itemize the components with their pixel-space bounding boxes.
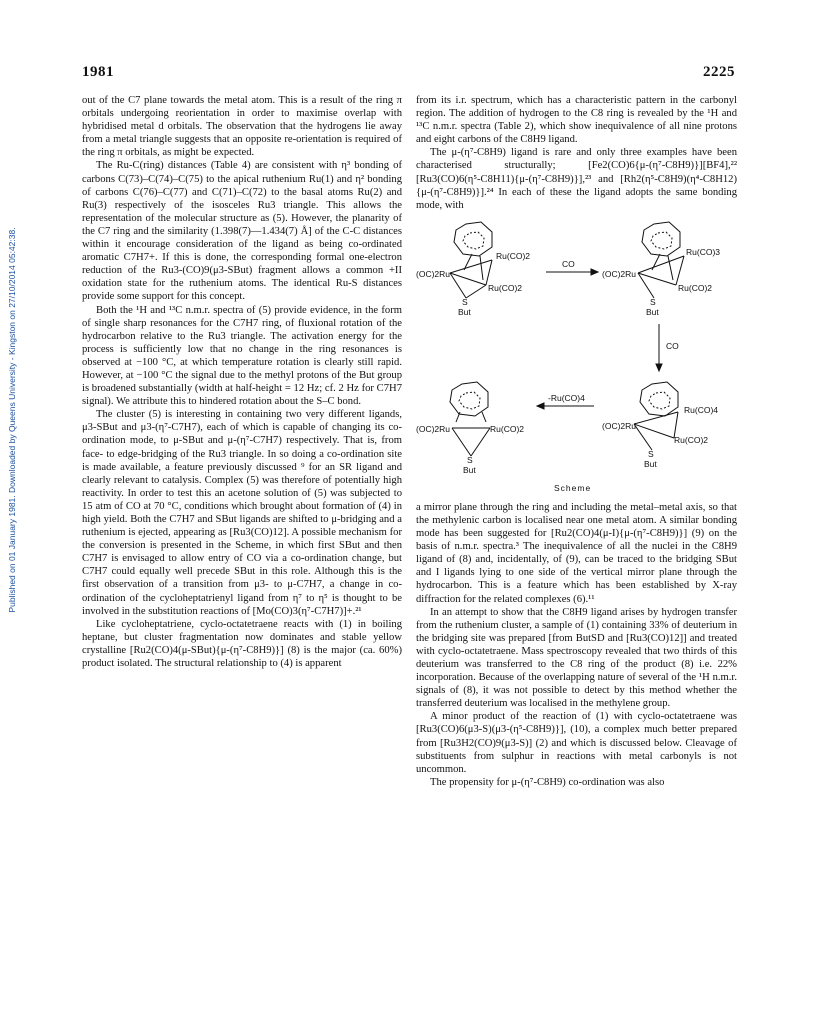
tert-butyl-label: But (463, 464, 476, 475)
oc2ru-label: (OC)2Ru (416, 423, 451, 434)
tert-butyl-label: But (644, 458, 657, 469)
ruco2-label: Ru(CO)2 (674, 434, 709, 445)
right-column (416, 94, 737, 789)
paragraph: In an attempt to show that the C8H9 ligand arises by hydrogen transfer from the ruthenium cluster, a sample of (1) containing 33% of deuterium in the bridging site was prepared [from ButSD and [Ru3(CO)12]] and treated with cyclo-octatetraene. Mass spectroscopy revealed that two thirds of this deuterium was transferred to the C8 ring of the product (8) i.e. 22% incorporation. Because of the overlapping nature of several of the ¹H n.m.r. signals of (8), it was not possible to detect by this method whether the transferred deuterium was localised in the methylene group. (416, 606, 737, 710)
paragraph: The propensity for μ-(η⁷-C8H9) co-ordination was also (430, 776, 665, 788)
paragraph: a mirror plane through the ring and including the metal–metal axis, so that the methylenic carbon is localised near one metal atom. A similar bonding mode has been suggested for [Ru2(CO)4(μ-I){μ-(η⁷-C8H9)}] (9) on the basis of n.m.r. spectra.³ The inequivalence of all the nuclei in the C8H9 ligand of (8) and, incidentally, of (9), can be traced to the bridging SBut and I ligands lying to one side of the vertical mirror plane through the hydrocarbon. This is a feature which has been established by X-ray diffraction for the related complexes (6).¹¹ (416, 501, 737, 605)
reaction-scheme (416, 216, 737, 501)
scheme-caption: Scheme (554, 482, 592, 493)
oc2ru-label: (OC)2Ru (602, 420, 637, 431)
ruco2-label: Ru(CO)2 (678, 282, 713, 293)
paragraph: The Ru-C(ring) distances (Table 4) are consistent with η³ bonding of carbons C(73)–C(74)–C(75) to the apical ruthenium Ru(1) and η² bonding of carbons C(76)–C(77) and C(71)–C(72) to the basal atoms Ru(2) and Ru(3) respectively of the isosceles Ru3 triangle. This allows the representation of the molecular structure as (5). However, the planarity of the C7 ring and the similarity (1.398(7)—1.434(7) Å] of the C-C distances within it encourage consideration of the ligand as being co-ordinated aromatic C7H7+. If this is done, the corresponding formal one-electron reduction of the Ru3-(CO)9(μ3-SBut) fragment allows a common +II oxidation state for the ruthenium atoms. The identical Ru-S distances provide some support for this concept. (82, 160, 402, 303)
ruco2-label: Ru(CO)2 (496, 250, 531, 261)
ruco2-label: Ru(CO)2 (488, 282, 523, 293)
sulfur-label: S (650, 296, 656, 307)
paragraph: out of the C7 plane towards the metal atom. This is a result of the ring π orbitals undergoing reorientation in order to maximise overlap with hybridised metal d orbitals. The observation that the hydrogens lie away from a metal triangle suggests that an opposite re-orientation is required of the ring π orbitals, as might be expected. (82, 95, 402, 159)
page-number: 2225 (703, 64, 735, 80)
paragraph: The cluster (5) is interesting in containing two very different ligands, μ3-SBut and μ3-(η⁷-C7H7), each of which is capable of changing its co-ordination mode, to μ-SBut and μ-(η⁷-C7H7) respectively. That is, from face- to edge-bridging of the Ru3 triangle. In so doing a co-ordination site is made available, a feature previously discussed ⁹ for an SR ligand and clearly relevant to catalysis. Complex (5) was therefore of potentially high reactivity. In order to test this an acetone solution of (5) was subjected to 15 atm of CO at 70 °C, conditions which brought about formation of (4) in high yield. Both the C7H7 and SBut ligands are shifted to μ-bridging and a ruthenium is ejected, appearing as [Ru3(CO)12]. A possible mechanism for the conversion is presented in the Scheme, in which first SBut and then C7H7 is envisaged to allow entry of CO via a co-ordination change, but C7H7 could equally well precede SBut in this role. Although this is the first observation of a transition from μ3- to μ-C7H7, a change in co-ordination of the cycloheptatrienyl ligand from η⁷ to η⁵ is thought to be involved in the substitution reactions of [Mo(CO)3(η⁷-C7H7)]+.²¹ (82, 409, 402, 617)
step-minus-ruco4-label: -Ru(CO)4 (548, 392, 585, 403)
ruco3-label: Ru(CO)3 (686, 246, 721, 257)
paragraph: A minor product of the reaction of (1) with cyclo-octatetraene was [Ru3(CO)6(μ3-S)(μ3-(η⁵-C8H9)}], (10), a complex much better prepared from [Ru3H2(CO)9(μ3-S)] (2) and which is discussed below. Cleavage of substituents from sulphur in reactions with metal carbonyls is not uncommon. (416, 711, 737, 775)
paragraph: from its i.r. spectrum, which has a characteristic pattern in the carbonyl region. The addition of hydrogen to the C8 ring is revealed by the ¹H and ¹³C n.m.r. spectra (Table 2), which show inequivalence of all nine protons and eight carbons of the C8H9 ligand. (416, 95, 737, 146)
sulfur-label: S (467, 454, 473, 465)
step-co-label: CO (562, 258, 575, 269)
ruco4-label: Ru(CO)4 (684, 404, 719, 415)
paragraph: Both the ¹H and ¹³C n.m.r. spectra of (5) provide evidence, in the form of single sharp resonances for the C7H7 ring, of fluxional rotation of the hydrocarbon relative to the Ru3 triangle. The activation energy for the process is sufficiently low that no change in the ring resonances is observed at −100 °C, at which temperature rotation is clearly still rapid. However, at −100 °C the signal due to the methyl protons of the But group is broadened substantially (width at half-height = 12 Hz; cf. 2 Hz for C7H7 signal). We attribute this to hindered rotation about the S–C bond. (82, 304, 402, 408)
tert-butyl-label: But (458, 306, 471, 317)
oc2ru-label: (OC)2Ru (416, 268, 451, 279)
provenance-sidebar (1, 180, 23, 660)
ruco2-label: Ru(CO)2 (490, 423, 525, 434)
step-co-label: CO (666, 340, 679, 351)
oc2ru-label: (OC)2Ru (602, 268, 637, 279)
sulfur-label: S (462, 296, 468, 307)
sulfur-label: S (648, 448, 654, 459)
provenance-text[interactable]: Published on 01 January 1981. Downloaded by Queens University - Kingston on 27/10/2014 05:42:38. (7, 227, 17, 613)
journal-year: 1981 (82, 64, 114, 80)
paragraph: Like cycloheptatriene, cyclo-octatetraene reacts with (1) in boiling heptane, but cluster fragmentation now dominates and stable yellow crystalline [Ru2(CO)4(μ-SBut){μ-(η⁷-C8H9)}] (8) is the major (ca. 60%) product isolated. The structural relationship to (4) is apparent (82, 618, 402, 670)
left-column (82, 94, 402, 670)
tert-butyl-label: But (646, 306, 659, 317)
paragraph: The μ-(η⁷-C8H9) ligand is rare and only three examples have been characterised structurally; [Fe2(CO)6{μ-(η⁷-C8H9)}][BF4],²² [Ru3(CO)6(η⁵-C8H11){μ-(η⁷-C8H9)}],²³ and [Rh2(η⁵-C8H9)(η⁴-C8H12){μ-(η⁷-C8H9)}].²⁴ In each of these the ligand adopts the same bonding mode, with (416, 147, 737, 211)
ring-shape (454, 222, 492, 256)
